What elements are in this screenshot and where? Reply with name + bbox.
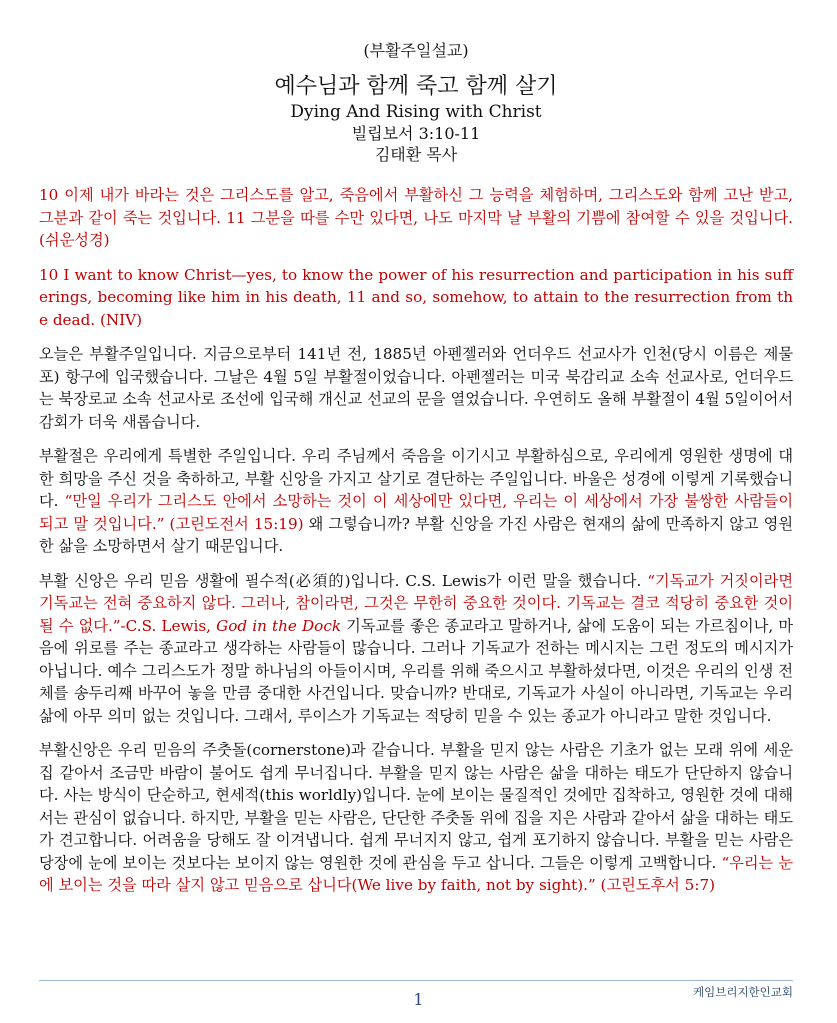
quote-reference: (고린도후서 5:7) bbox=[595, 876, 716, 894]
paragraph-2-text: 부활절은 우리에게 특별한 주일입니다. 우리 주님께서 죽음을 이기시고 부활하심으로, 우리에게 영원한 생명에 대한 희망을 주신 것을 축하하고, 부활 신앙을 가지고 살기로 결단하는 주일입니다. 바울은 성경에 이렇게 기록했습니다. bbox=[39, 447, 793, 510]
page-number: 1 bbox=[413, 990, 424, 1009]
paragraph-1: 오늘은 부활주일입니다. 지금으로부터 141년 전, 1885년 아펜젤러와 언더우드 선교사가 인천(당시 이름은 제물포) 항구에 입국했습니다. 그날은 4월 5일 부활절이었습니다. 아펜젤러는 미국 북감리교 소속 선교사로, 언더우드는 북장로교 소속 선교사로 조선에 입국해 개신교 선교의 문을 열었습니다. 우연히도 올해 부활절이 4월 5일이어서 감회가 더욱 새롭습니다. bbox=[39, 345, 793, 431]
quote-cs-lewis: “기독교가 거짓이라면 기독교는 전혀 중요하지 않다. 그러나, 참이라면, 그것은 무한히 중요한 것이다. 기독교는 결코 적당히 중요한 것이 될 수 없다.”-C.S. Lewis, bbox=[39, 571, 793, 635]
paragraph-2-text-end: 왜 그렇습니까? 부활 신앙을 가진 사람은 현재의 삶에 만족하지 않고 영원한 삶을 소망하면서 살기 때문입니다. bbox=[39, 514, 793, 555]
paragraph-4-text: 부활신앙은 우리 믿음의 주춧돌(cornerstone)과 같습니다. 부활을 믿지 않는 사람은 기초가 없는 모래 위에 세운 집 같아서 조금만 바람이 불어도 쉽게 무너집니다. 부활을 믿지 않는 사람은 삶을 대하는 태도가 단단하지 않습니다. 사는 방식이 단순하고, 현세적(this worldly)입니다. 눈에 보이는 물질적인 것에만 집착하고, 영원한 것에 대해서는 관심이 없습니다. 하지만, 부활을 믿는 사람은, 단단한 주춧돌 위에 집을 지은 사람과 같아서 삶을 대하는 태도가 견고합니다. 어려움을 당해도 잘 이겨냅니다. 쉽게 무너지지 않고, 쉽게 포기하지 않습니다. 부활을 믿는 사람은 당장에 눈에 보이는 것보다는 보이지 않는 영원한 것에 관심을 두고 삽니다. 그들은 이렇게 고백합니다. bbox=[39, 741, 793, 872]
paragraph-3-text: 부활 신앙은 우리 믿음 생활에 필수적(必須的)입니다. C.S. Lewis가 이런 말을 했습니다. bbox=[39, 571, 648, 590]
scripture-korean: 10 이제 내가 바라는 것은 그리스도를 알고, 죽음에서 부활하신 그 능력을 체험하며, 그리스도와 함께 고난 받고, 그분과 같이 죽는 것입니다. 11 그분을 따를 수만 있다면, 나도 마지막 날 부활의 기쁨에 참여할 수 있을 것입니다. (쉬운성경) bbox=[39, 186, 793, 249]
paragraph-3 bbox=[39, 570, 793, 728]
page-title: 예수님과 함께 죽고 함께 살기 bbox=[274, 74, 558, 99]
occasion-label: (부활주일설교) bbox=[363, 41, 469, 60]
quote-corinthians-15: “만일 우리가 그리스도 안에서 소망하는 것이 이 세상에만 있다면, 우리는 이 세상에서 가장 불쌍한 사람들이 되고 말 것입니다.” (고린도전서 15:19) bbox=[39, 492, 793, 533]
book-title: God in the Dock bbox=[216, 616, 342, 635]
english-title: Dying And Rising with Christ bbox=[290, 102, 542, 122]
paragraph-2 bbox=[39, 445, 793, 558]
scripture-english: 10 I want to know Christ—yes, to know the power of his resurrection and participation in his sufferings, becoming like him in his death, 11 and so, somehow, to attain to the resurrection from the dead. (NIV) bbox=[39, 265, 793, 329]
preacher-name: 김태환 목사 bbox=[374, 145, 458, 164]
paragraph-3-text-end: 기독교를 좋은 종교라고 말하거나, 삶에 도움이 되는 가르침이나, 마음에 위로를 주는 종교라고 생각하는 사람들이 많습니다. 그러나 기독교가 전하는 메시지는 그런 정도의 메시지가 아닙니다. 예수 그리스도가 정말 하나님의 아들이시며, 우리를 위해 죽으시고 부활하셨다면, 이것은 우리의 인생 전체를 송두리째 바꾸어 놓을 만큼 중대한 사건입니다. 맞습니까? 반대로, 기독교가 사실이 아니라면, 기독교는 우리 삶에 아무 의미 없는 것입니다. 그래서, 루이스가 기독교는 적당히 믿을 수 있는 종교가 아니라고 말한 것입니다. bbox=[39, 616, 793, 725]
sermon-page bbox=[39, 40, 793, 909]
footer-divider bbox=[39, 980, 793, 981]
footer-church-name: 케임브리지한인교회 bbox=[693, 985, 793, 999]
quote-corinthians-5: “우리는 눈에 보이는 것을 따라 살지 않고 믿음으로 삽니다(We live by faith, not by sight).” bbox=[39, 853, 793, 894]
paragraph-4 bbox=[39, 739, 793, 897]
scripture-reference: 빌립보서 3:10-11 bbox=[351, 124, 481, 143]
